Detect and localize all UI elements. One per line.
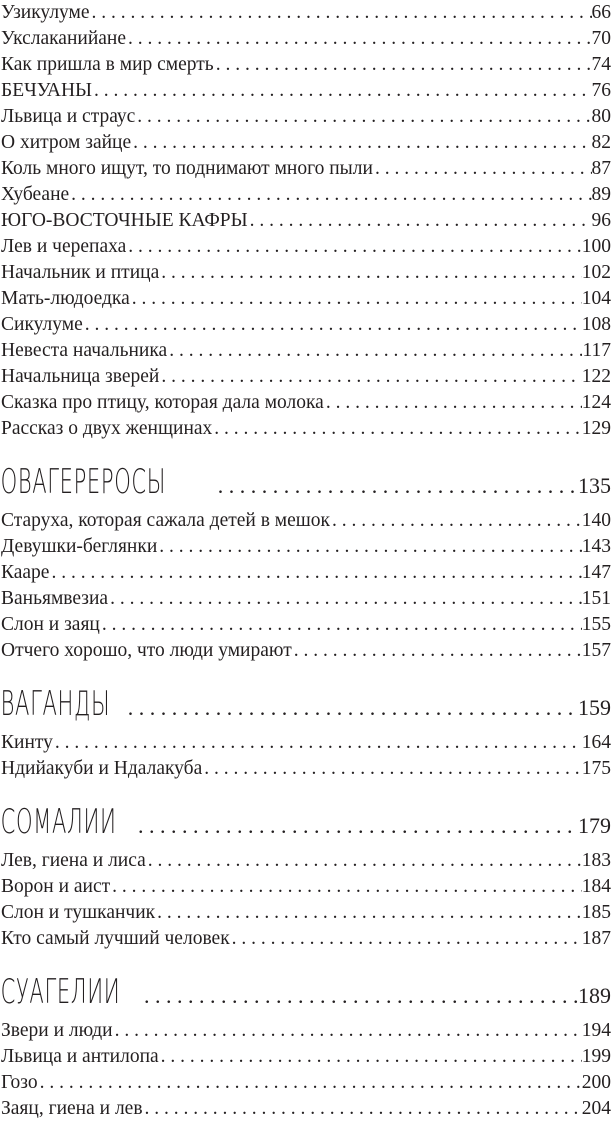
page-number: 96: [592, 208, 612, 234]
toc-entry: [0, 730, 612, 756]
entry-title: Начальник и птица: [0, 260, 159, 286]
page-number: 179: [578, 800, 612, 848]
toc-entry: [0, 260, 612, 286]
entry-title: Ваньямвезиа: [0, 586, 108, 612]
toc-entry: [0, 756, 612, 782]
entry-title: Хубеане: [0, 182, 69, 208]
toc-entry: [0, 586, 612, 612]
toc-entry: [0, 52, 612, 78]
page-number: 200: [582, 1070, 612, 1096]
toc-entry: [0, 534, 612, 560]
entry-title: Кааре: [0, 560, 49, 586]
toc-entry: [0, 390, 612, 416]
page-number: 164: [582, 730, 612, 756]
dot-leader: [373, 156, 592, 182]
toc-entry: [0, 416, 612, 442]
dot-leader: [324, 390, 582, 416]
entry-title: Кинту: [0, 730, 53, 756]
entry-title: БЕЧУАНЫ: [0, 78, 92, 104]
dot-leader: [126, 26, 591, 52]
toc-entry: [0, 78, 612, 104]
page-number: 104: [582, 286, 612, 312]
toc-entry: [0, 104, 612, 130]
dot-leader: [202, 756, 582, 782]
entry-title: Ворон и аист: [0, 874, 110, 900]
page-number: 183: [582, 848, 612, 874]
toc-entry: [0, 364, 612, 390]
page-number: 143: [582, 534, 612, 560]
page-number: 187: [582, 926, 612, 952]
toc-entry: [0, 286, 612, 312]
dot-leader: [135, 104, 591, 130]
entry-title: Коль много ищут, то поднимают много пыли: [0, 156, 373, 182]
dot-leader: [113, 1018, 582, 1044]
toc-section-heading: [0, 678, 612, 730]
entry-title: Мать-людоедка: [0, 286, 130, 312]
toc-entry: [0, 508, 612, 534]
entry-title: Звери и люди: [0, 1018, 113, 1044]
dot-leader: [230, 926, 582, 952]
page-number: 89: [592, 182, 612, 208]
entry-title: Начальница зверей: [0, 364, 159, 390]
page-number: 76: [592, 78, 612, 104]
dot-leader: [90, 0, 592, 26]
page-number: 175: [582, 756, 612, 782]
entry-title: Отчего хорошо, что люди умирают: [0, 638, 292, 664]
toc-entry: [0, 234, 612, 260]
page-number: 204: [582, 1096, 612, 1122]
entry-title: Слон и тушканчик: [0, 900, 155, 926]
entry-title: Рассказ о двух женщинах: [0, 416, 212, 442]
page-number: 100: [582, 234, 612, 260]
dot-leader: [126, 234, 582, 260]
entry-title: Узикулуме: [0, 0, 90, 26]
entry-title: Лев и черепаха: [0, 234, 126, 260]
page-number: 140: [582, 508, 612, 534]
dot-leader: [155, 900, 582, 926]
entry-title: Гозо: [0, 1070, 38, 1096]
dot-leader: [136, 797, 578, 848]
entry-title: Кто самый лучший человек: [0, 926, 230, 952]
page-number: 189: [578, 970, 612, 1018]
toc-entry: [0, 1070, 612, 1096]
dot-leader: [292, 638, 582, 664]
page-number: 199: [582, 1044, 612, 1070]
toc-entry: [0, 848, 612, 874]
page-number: 135: [578, 460, 612, 508]
dot-leader: [69, 182, 591, 208]
dot-leader: [248, 208, 592, 234]
page-number: 70: [592, 26, 612, 52]
toc-entry: [0, 312, 612, 338]
toc-entry: [0, 874, 612, 900]
dot-leader: [167, 338, 582, 364]
page-number: 185: [582, 900, 612, 926]
section-title: ОВАГЕРЕРОСЫ: [0, 456, 166, 508]
dot-leader: [146, 848, 582, 874]
dot-leader: [53, 730, 582, 756]
entry-title: Львица и антилопа: [0, 1044, 159, 1070]
page-number: 82: [592, 130, 612, 156]
dot-leader: [143, 1096, 582, 1122]
toc-section-heading: [0, 966, 612, 1018]
dot-leader: [142, 967, 578, 1018]
page-number: 80: [592, 104, 612, 130]
entry-title: Невеста начальника: [0, 338, 167, 364]
toc-entry: [0, 130, 612, 156]
page-number: 122: [582, 364, 612, 390]
dot-leader: [83, 312, 582, 338]
toc-entry: [0, 338, 612, 364]
entry-title: Девушки-беглянки: [0, 534, 157, 560]
toc-entry: [0, 900, 612, 926]
dot-leader: [330, 508, 582, 534]
page-number: 87: [592, 156, 612, 182]
page-number: 159: [578, 682, 612, 730]
dot-leader: [159, 260, 582, 286]
page-number: 194: [582, 1018, 612, 1044]
page-number: 151: [582, 586, 612, 612]
toc-entry: [0, 926, 612, 952]
entry-title: Львица и страус: [0, 104, 135, 130]
section-title: СОМАЛИИ: [0, 796, 117, 848]
page-number: 157: [582, 638, 612, 664]
dot-leader: [49, 560, 581, 586]
toc-section-heading: [0, 796, 612, 848]
dot-leader: [157, 534, 581, 560]
page-number: 147: [582, 560, 612, 586]
dot-leader: [159, 1044, 582, 1070]
dot-leader: [108, 586, 582, 612]
toc-entry: [0, 156, 612, 182]
dot-leader: [130, 286, 582, 312]
entry-title: Лев, гиена и лиса: [0, 848, 146, 874]
entry-title: О хитром зайце: [0, 130, 131, 156]
entry-title: ЮГО-ВОСТОЧНЫЕ КАФРЫ: [0, 208, 248, 234]
toc-entry: [0, 1018, 612, 1044]
entry-title: Сказка про птицу, которая дала молока: [0, 390, 324, 416]
dot-leader: [92, 78, 591, 104]
dot-leader: [216, 457, 578, 508]
toc-entry: [0, 0, 612, 26]
page-number: 129: [582, 416, 612, 442]
toc-entry: [0, 612, 612, 638]
toc-entry: [0, 560, 612, 586]
toc-entry: [0, 638, 612, 664]
page-number: 74: [592, 52, 612, 78]
dot-leader: [126, 679, 578, 730]
dot-leader: [38, 1070, 582, 1096]
entry-title: Слон и заяц: [0, 612, 100, 638]
toc-entry: [0, 1044, 612, 1070]
page-number: 102: [582, 260, 612, 286]
page-number: 184: [582, 874, 612, 900]
entry-title: Сикулуме: [0, 312, 83, 338]
section-title: СУАГЕЛИИ: [0, 966, 120, 1018]
entry-title: Старуха, которая сажала детей в мешок: [0, 508, 330, 534]
entry-title: Заяц, гиена и лев: [0, 1096, 143, 1122]
section-title: ВАГАНДЫ: [0, 678, 110, 730]
toc-entry: [0, 208, 612, 234]
page-number: 155: [582, 612, 612, 638]
page-number: 66: [592, 0, 612, 26]
toc-entry: [0, 182, 612, 208]
entry-title: Укслаканийане: [0, 26, 126, 52]
entry-title: Ндийакуби и Ндалакуба: [0, 756, 202, 782]
toc-entry: [0, 26, 612, 52]
toc-section-heading: [0, 456, 612, 508]
page-number: 108: [582, 312, 612, 338]
dot-leader: [214, 52, 592, 78]
dot-leader: [212, 416, 581, 442]
toc-entry: [0, 1096, 612, 1122]
page-number: 124: [582, 390, 612, 416]
dot-leader: [159, 364, 581, 390]
dot-leader: [100, 612, 582, 638]
entry-title: Как пришла в мир смерть: [0, 52, 214, 78]
page-number: 117: [582, 338, 612, 364]
dot-leader: [131, 130, 591, 156]
dot-leader: [110, 874, 582, 900]
